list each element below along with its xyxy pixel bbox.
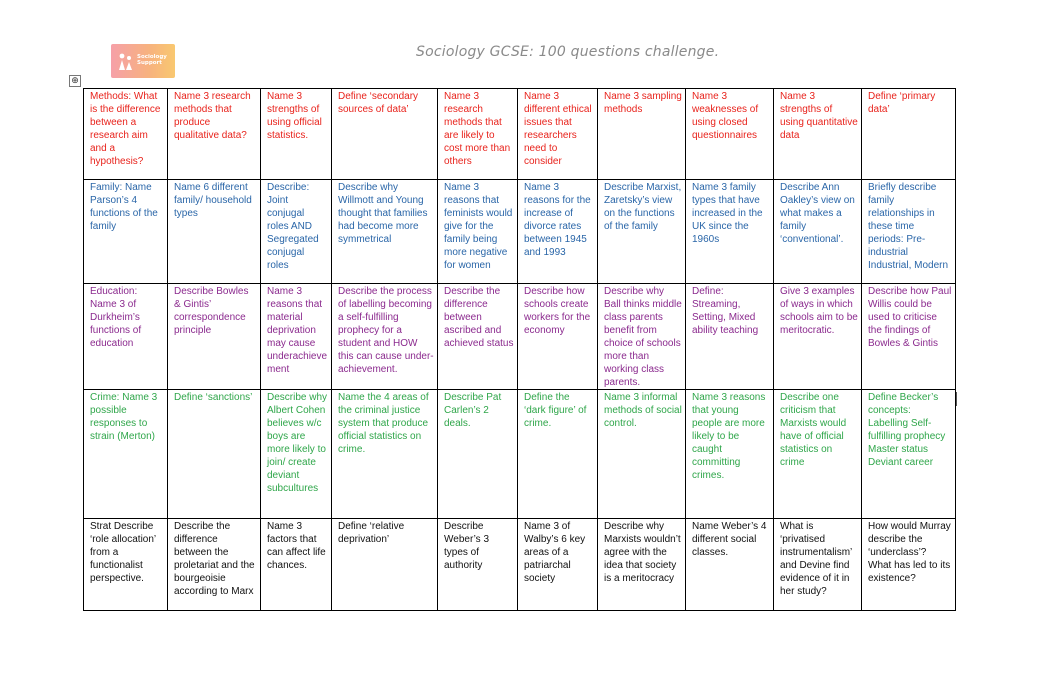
page-title: Sociology GCSE: 100 questions challenge.: [416, 44, 720, 60]
table-cell[interactable]: Define ‘secondary sources of data’: [332, 89, 438, 180]
table-cell[interactable]: Name 3 sampling methods: [598, 89, 686, 180]
table-cell[interactable]: Describe Weber’s 3 types of authority: [438, 519, 518, 611]
table-cell[interactable]: Name 3 research methods that are likely to cost more than others: [438, 89, 518, 180]
logo-line-1: Sociology: [137, 54, 167, 60]
questions-table: [83, 88, 956, 611]
table-cell[interactable]: Define ‘relative deprivation’: [332, 519, 438, 611]
table-cell[interactable]: Briefly describe family relationships in these time periods: Pre-industrial Industrial, Modern: [862, 180, 956, 284]
table-cell[interactable]: Name 3 research methods that produce qualitative data?: [168, 89, 261, 180]
table-cell[interactable]: Name 3 informal methods of social control.: [598, 390, 686, 519]
table-cell[interactable]: Name 6 different family/ household types: [168, 180, 261, 284]
table-cell[interactable]: Describe one criticism that Marxists would have of official statistics on crime: [774, 390, 862, 519]
table-cell[interactable]: Name 3 of Walby’s 6 key areas of a patriarchal society: [518, 519, 598, 611]
logo-line-2: Support: [137, 60, 162, 66]
table-cell[interactable]: What is ‘privatised instrumentalism’ and Devine find evidence of it in her study?: [774, 519, 862, 611]
table-cell[interactable]: Name 3 reasons that material deprivation may cause underachievement: [261, 284, 332, 390]
table-cell[interactable]: Name Weber’s 4 different social classes.: [686, 519, 774, 611]
table-cell[interactable]: Name 3 strengths of using official statistics.: [261, 89, 332, 180]
table-cell[interactable]: Name 3 reasons for the increase of divorce rates between 1945 and 1993: [518, 180, 598, 284]
table-move-handle-icon[interactable]: ⊕: [69, 75, 81, 87]
table-cell[interactable]: Name 3 strengths of using quantitative data: [774, 89, 862, 180]
table-cell[interactable]: Define ‘primary data’: [862, 89, 956, 180]
table-cell[interactable]: Name 3 family types that have increased in the UK since the 1960s: [686, 180, 774, 284]
table-cell[interactable]: Describe Bowles & Gintis’ correspondence principle: [168, 284, 261, 390]
people-icon: [117, 52, 135, 72]
table-cell[interactable]: Describe why Albert Cohen believes w/c boys are more likely to join/ create deviant subcultures: [261, 390, 332, 519]
table-cell[interactable]: How would Murray describe the ‘underclass’? What has led to its existence?: [862, 519, 956, 611]
logo-text: [137, 54, 173, 66]
table-cell[interactable]: Methods: What is the difference between a research aim and a hypothesis?: [84, 89, 168, 180]
table-cell[interactable]: Describe: Joint conjugal roles AND Segregated conjugal roles: [261, 180, 332, 284]
table-cell[interactable]: Define Becker’s concepts: Labelling Self-fulfilling prophecy Master status Deviant career: [862, 390, 956, 519]
table-cell[interactable]: Strat Describe ‘role allocation’ from a functionalist perspective.: [84, 519, 168, 611]
table-cell[interactable]: Describe how schools create workers for the economy: [518, 284, 598, 390]
table-cell[interactable]: Describe why Willmott and Young thought that families had become more symmetrical: [332, 180, 438, 284]
table-cell[interactable]: Name 3 weaknesses of using closed questionnaires: [686, 89, 774, 180]
table-cell[interactable]: Describe Marxist, Zaretsky’s view on the functions of the family: [598, 180, 686, 284]
table-cell[interactable]: Describe how Paul Willis could be used to criticise the findings of Bowles & Gintis: [862, 284, 956, 390]
table-row-stratification: [84, 519, 956, 611]
table-cell[interactable]: Describe why Ball thinks middle class parents benefit from choice of schools more than working class parents.: [598, 284, 686, 390]
table-cell[interactable]: Education: Name 3 of Durkheim’s functions of education: [84, 284, 168, 390]
table-cell[interactable]: Give 3 examples of ways in which schools aim to be meritocratic.: [774, 284, 862, 390]
sociology-support-logo: [111, 44, 175, 78]
table-row-methods: [84, 89, 956, 180]
table-cell[interactable]: Describe why Marxists wouldn’t agree with the idea that society is a meritocracy: [598, 519, 686, 611]
table-cell[interactable]: Name 3 different ethical issues that researchers need to consider: [518, 89, 598, 180]
table-cell[interactable]: Describe the difference between the proletariat and the bourgeoisie according to Marx: [168, 519, 261, 611]
table-row-family: [84, 180, 956, 284]
table-cell[interactable]: Describe Pat Carlen’s 2 deals.: [438, 390, 518, 519]
table-cell[interactable]: Name 3 factors that can affect life chances.: [261, 519, 332, 611]
table-cell[interactable]: Define the ‘dark figure’ of crime.: [518, 390, 598, 519]
table-cell[interactable]: Name the 4 areas of the criminal justice system that produce official statistics on crime.: [332, 390, 438, 519]
table-row-crime: [84, 390, 956, 519]
table-cell[interactable]: Name 3 reasons that feminists would give for the family being more negative for women: [438, 180, 518, 284]
table-cell[interactable]: Crime: Name 3 possible responses to strain (Merton): [84, 390, 168, 519]
table-cell[interactable]: Describe Ann Oakley’s view on what makes a family ‘conventional’.: [774, 180, 862, 284]
table-row-education: [84, 284, 956, 390]
table-cell[interactable]: Define ‘sanctions’: [168, 390, 261, 519]
text-cursor: [956, 392, 957, 406]
table-cell[interactable]: Family: Name Parson’s 4 functions of the family: [84, 180, 168, 284]
table-cell[interactable]: Describe the process of labelling becoming a self-fulfilling prophecy for a student and HOW this can cause under-achievement.: [332, 284, 438, 390]
table-cell[interactable]: Name 3 reasons that young people are more likely to be caught committing crimes.: [686, 390, 774, 519]
table-cell[interactable]: Describe the difference between ascribed and achieved status: [438, 284, 518, 390]
table-cell[interactable]: Define: Streaming, Setting, Mixed ability teaching: [686, 284, 774, 390]
